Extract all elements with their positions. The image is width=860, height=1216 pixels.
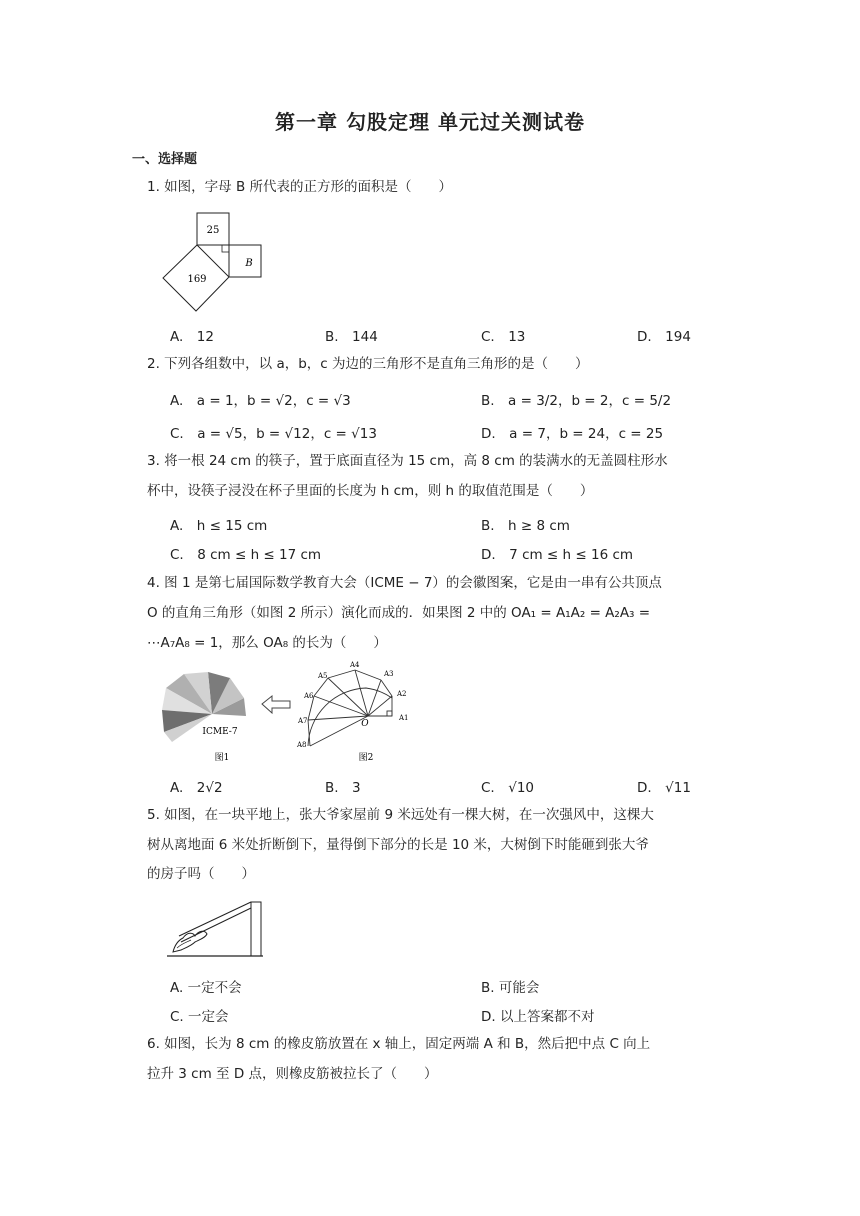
q5-option-a[interactable]: A. 一定不会: [170, 980, 242, 996]
q3-option-d[interactable]: D. 7 cm ≤ h ≤ 16 cm: [481, 547, 634, 563]
question-4-figure: [160, 660, 420, 768]
square-label-b: B: [245, 258, 253, 269]
q1-option-b[interactable]: B. 144: [325, 329, 378, 345]
q4-option-b[interactable]: B. 3: [325, 780, 361, 796]
question-5-figure: [165, 896, 265, 960]
label-a1: A1: [399, 714, 409, 722]
q1-option-d[interactable]: D. 194: [637, 329, 691, 345]
q5-option-d[interactable]: D. 以上答案都不对: [481, 1009, 595, 1025]
q5-option-c[interactable]: C. 一定会: [170, 1009, 229, 1025]
q4-option-a[interactable]: A. 2√2: [170, 780, 223, 796]
label-a3: A3: [384, 670, 394, 678]
page-title: 第一章 勾股定理 单元过关测试卷: [275, 110, 585, 134]
label-a8: A8: [297, 741, 307, 749]
question-4-line-3: ⋯A₇A₈ = 1，那么 OA₈ 的长为（ ）: [147, 635, 387, 651]
square-label-25: 25: [206, 225, 220, 236]
question-5-line-1: 5. 如图，在一块平地上，张大爷家屋前 9 米远处有一棵大树，在一次强风中，这棵大: [147, 807, 654, 823]
question-4-line-2: O 的直角三角形（如图 2 所示）演化而成的．如果图 2 中的 OA₁ = A₁A₂ = A₂A₃ =: [147, 605, 651, 621]
label-a7: A7: [298, 717, 308, 725]
question-3-line-1: 3. 将一根 24 cm 的筷子，置于底面直径为 15 cm，高 8 cm 的装满水的无盖圆柱形水: [147, 453, 668, 469]
q2-option-c[interactable]: C. a = √5，b = √12，c = √13: [170, 426, 377, 442]
question-3-line-2: 杯中，设筷子浸没在杯子里面的长度为 h cm，则 h 的取值范围是（ ）: [147, 483, 594, 499]
question-4-line-1: 4. 图 1 是第七届国际数学教育大会（ICME − 7）的会徽图案，它是由一串有公共顶点: [147, 575, 662, 591]
question-5-line-2: 树从离地面 6 米处折断倒下，量得倒下部分的长是 10 米，大树倒下时能砸到张大爷: [147, 837, 649, 853]
figure-1-caption: 图1: [214, 753, 230, 763]
q3-option-b[interactable]: B. h ≥ 8 cm: [481, 518, 570, 534]
label-a6: A6: [304, 692, 314, 700]
question-2-text: 2. 下列各组数中，以 a，b，c 为边的三角形不是直角三角形的是（ ）: [147, 356, 589, 372]
q1-option-a[interactable]: A. 12: [170, 329, 214, 345]
spiral-diagram: [308, 670, 392, 746]
question-1-figure: [160, 210, 270, 316]
q3-option-a[interactable]: A. h ≤ 15 cm: [170, 518, 268, 534]
figure-2-caption: 图2: [358, 753, 374, 763]
label-a4: A4: [350, 661, 360, 669]
section-heading: 一、选择题: [132, 152, 198, 167]
question-6-line-2: 拉升 3 cm 至 D 点，则橡皮筋被拉长了（ ）: [147, 1066, 438, 1082]
square-label-169: 169: [187, 274, 207, 285]
icme-label: ICME-7: [202, 727, 238, 737]
q5-option-b[interactable]: B. 可能会: [481, 980, 540, 996]
q1-option-c[interactable]: C. 13: [481, 329, 526, 345]
question-5-line-3: 的房子吗（ ）: [147, 866, 255, 882]
q2-option-b[interactable]: B. a = 3/2，b = 2，c = 5/2: [481, 393, 672, 409]
label-a2: A2: [397, 690, 407, 698]
icme-emblem: [162, 672, 246, 763]
question-6-line-1: 6. 如图，长为 8 cm 的橡皮筋放置在 x 轴上，固定两端 A 和 B，然后把中点 C 向上: [147, 1036, 651, 1052]
point-o-label: O: [361, 719, 369, 729]
q4-option-d[interactable]: D. √11: [637, 780, 691, 796]
arrow-left-icon: [262, 696, 290, 713]
q4-option-c[interactable]: C. √10: [481, 780, 534, 796]
question-1-text: 1. 如图，字母 B 所代表的正方形的面积是（ ）: [147, 179, 453, 195]
q2-option-a[interactable]: A. a = 1，b = √2，c = √3: [170, 393, 351, 409]
q3-option-c[interactable]: C. 8 cm ≤ h ≤ 17 cm: [170, 547, 322, 563]
label-a5: A5: [318, 672, 328, 680]
q2-option-d[interactable]: D. a = 7，b = 24，c = 25: [481, 426, 664, 442]
